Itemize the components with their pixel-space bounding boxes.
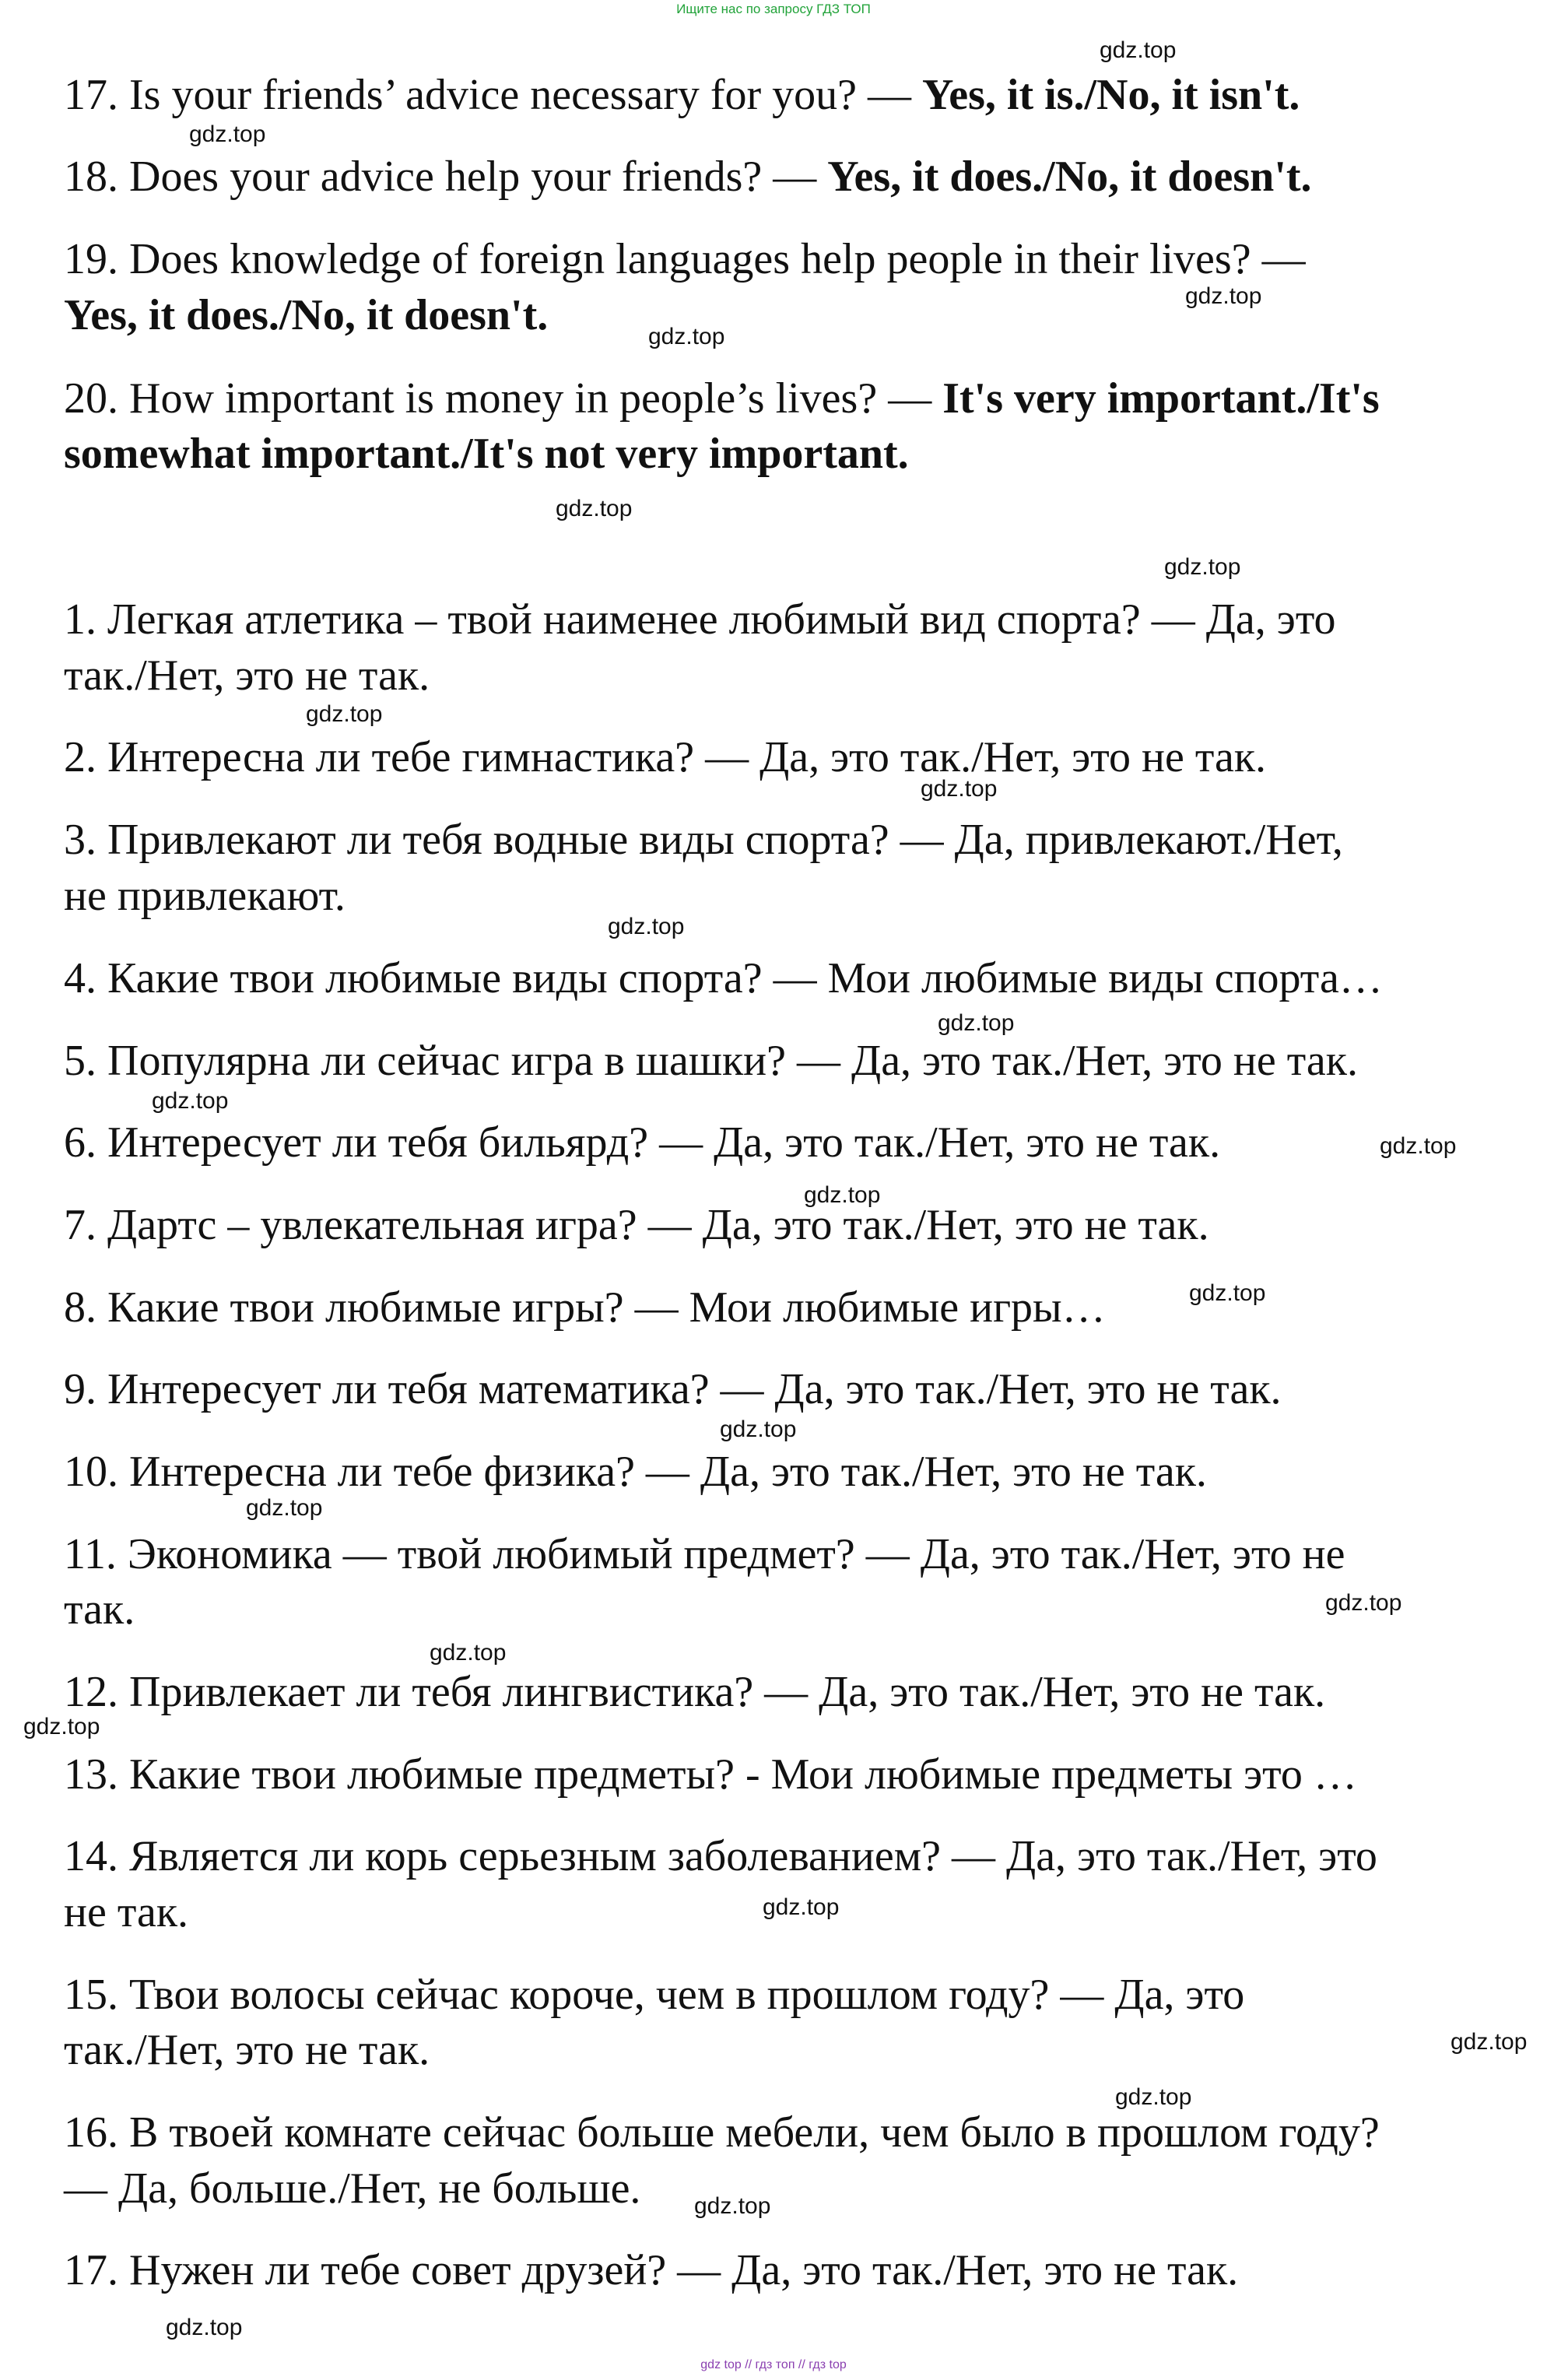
answer-text: Yes, it is./No, it isn't. bbox=[922, 71, 1300, 119]
answer-text: Yes, it does./No, it doesn't. bbox=[827, 153, 1312, 201]
watermark: gdz.top bbox=[166, 2315, 243, 2340]
question-text: 18. Does your advice help your friends? — bbox=[64, 153, 828, 201]
watermark: gdz.top bbox=[1115, 2084, 1192, 2110]
russian-line: 12. Привлекает ли тебя лингвистика? — Да, это так./Нет, это не так. bbox=[64, 1668, 1326, 1716]
russian-line: — Да, больше./Нет, не больше. bbox=[64, 2164, 641, 2213]
question-text: 17. Is your friends’ advice necessary for you? — bbox=[64, 71, 923, 119]
russian-line: 1. Легкая атлетика – твой наименее любимый вид спорта? — Да, это bbox=[64, 595, 1336, 644]
watermark: gdz.top bbox=[921, 776, 998, 802]
watermark: gdz.top bbox=[720, 1416, 797, 1442]
russian-line: 5. Популярна ли сейчас игра в шашки? — Да, это так./Нет, это не так. bbox=[64, 1037, 1358, 1085]
watermark: gdz.top bbox=[648, 324, 725, 349]
russian-line: 14. Является ли корь серьезным заболеванием? — Да, это так./Нет, это bbox=[64, 1832, 1377, 1880]
watermark: gdz.top bbox=[763, 1894, 840, 1920]
russian-line: 15. Твои волосы сейчас короче, чем в прошлом году? — Да, это bbox=[64, 1971, 1245, 2019]
watermark: gdz.top bbox=[189, 121, 266, 147]
russian-line: 9. Интересует ли тебя математика? — Да, это так./Нет, это не так. bbox=[64, 1365, 1282, 1413]
russian-line: 16. В твоей комнате сейчас больше мебели, чем было в прошлом году? bbox=[64, 2108, 1380, 2157]
russian-line: 6. Интересует ли тебя бильярд? — Да, это так./Нет, это не так. bbox=[64, 1118, 1221, 1167]
russian-line: 10. Интересна ли тебе физика? — Да, это так./Нет, это не так. bbox=[64, 1448, 1207, 1496]
watermark: gdz.top bbox=[694, 2193, 771, 2219]
watermark: gdz.top bbox=[1189, 1280, 1266, 1306]
russian-line: 13. Какие твои любимые предметы? - Мои любимые предметы это … bbox=[64, 1750, 1357, 1799]
english-line-18 bbox=[64, 149, 1312, 205]
watermark: gdz.top bbox=[430, 1640, 507, 1666]
question-text: 20. How important is money in people’s lives? — bbox=[64, 374, 943, 423]
russian-line: не привлекают. bbox=[64, 872, 346, 920]
english-line-19 bbox=[64, 231, 1306, 287]
watermark: gdz.top bbox=[608, 914, 685, 939]
question-text: 19. Does knowledge of foreign languages help people in their lives? — bbox=[64, 235, 1306, 283]
watermark: gdz.top bbox=[246, 1495, 323, 1521]
russian-line: не так. bbox=[64, 1888, 189, 1936]
watermark: gdz.top bbox=[938, 1010, 1015, 1036]
watermark: gdz.top bbox=[152, 1088, 229, 1114]
russian-line: 11. Экономика — твой любимый предмет? — Да, это так./Нет, это не bbox=[64, 1530, 1345, 1578]
watermark: gdz.top bbox=[1185, 283, 1262, 309]
watermark: gdz.top bbox=[1164, 554, 1241, 580]
russian-line: так./Нет, это не так. bbox=[64, 651, 430, 700]
russian-line: 8. Какие твои любимые игры? — Мои любимые игры… bbox=[64, 1283, 1106, 1332]
answer-text: somewhat important./It's not very important. bbox=[64, 430, 909, 478]
watermark: gdz.top bbox=[1451, 2029, 1528, 2055]
russian-line: 17. Нужен ли тебе совет друзей? — Да, это так./Нет, это не так. bbox=[64, 2246, 1239, 2294]
watermark: gdz.top bbox=[556, 496, 633, 521]
english-line-20 bbox=[64, 370, 1380, 427]
russian-line: 4. Какие твои любимые виды спорта? — Мои любимые виды спорта… bbox=[64, 954, 1383, 1002]
answer-text: It's very important./It's bbox=[942, 374, 1380, 423]
english-line-19-cont bbox=[64, 287, 548, 343]
russian-line: так./Нет, это не так. bbox=[64, 2026, 430, 2074]
russian-line: 2. Интересна ли тебе гимнастика? — Да, это так./Нет, это не так. bbox=[64, 733, 1267, 781]
english-line-17 bbox=[64, 67, 1300, 123]
answer-text: Yes, it does./No, it doesn't. bbox=[64, 291, 549, 339]
footer-links: gdz top // гдз топ // гдз top bbox=[700, 2358, 847, 2371]
watermark: gdz.top bbox=[23, 1714, 100, 1739]
russian-line: так. bbox=[64, 1585, 135, 1634]
watermark: gdz.top bbox=[1100, 37, 1177, 63]
watermark: gdz.top bbox=[1380, 1133, 1457, 1159]
watermark: gdz.top bbox=[1325, 1590, 1402, 1616]
top-banner: Ищите нас по запросу ГДЗ ТОП bbox=[676, 2, 871, 16]
watermark: gdz.top bbox=[306, 701, 383, 727]
english-line-20-cont bbox=[64, 426, 909, 482]
watermark: gdz.top bbox=[804, 1182, 881, 1208]
russian-line: 7. Дартс – увлекательная игра? — Да, это так./Нет, это не так. bbox=[64, 1201, 1209, 1249]
russian-line: 3. Привлекают ли тебя водные виды спорта? — Да, привлекают./Нет, bbox=[64, 816, 1343, 864]
